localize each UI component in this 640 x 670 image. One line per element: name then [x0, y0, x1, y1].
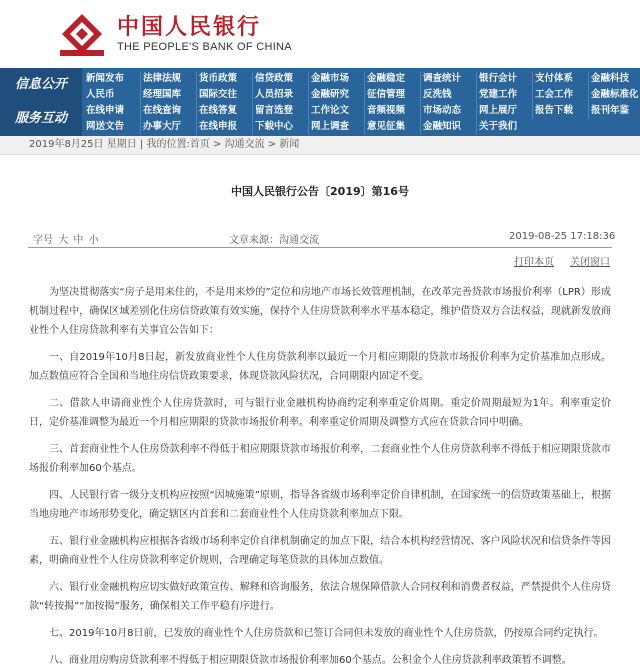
nav-item[interactable]: 网送文告: [86, 121, 125, 132]
article-body: [0, 283, 640, 670]
nav-item[interactable]: 支付体系: [532, 71, 588, 87]
article-paragraph: 二、借款人申请商业性个人住房贷款时，可与银行业金融机构协商约定利率重定价周期。重定价周期最短为1年。利率重定价日，定价基准调整为最近一个月相应期限的贷款市场报价利率。利率重定价周期及调整方式应在贷款合同中明确。: [29, 398, 611, 428]
nav-item[interactable]: 音频视频: [364, 103, 420, 119]
nav-item[interactable]: 金融市场: [308, 71, 364, 87]
nav-item[interactable]: 网上调查: [308, 119, 364, 135]
brand-title-en: THE PEOPLE'S BANK OF CHINA: [117, 41, 292, 53]
article-paragraph: 八、商业用房购房贷款利率不得低于相应期限贷款市场报价利率加60个基点。公积金个人住房贷款利率政策暂不调整。: [49, 655, 572, 666]
site-header: [0, 0, 640, 68]
page-title: 中国人民银行公告〔2019〕第16号: [231, 185, 409, 198]
nav-item[interactable]: 反洗钱: [420, 87, 476, 103]
article-paragraph: 六、银行业金融机构应切实做好政策宣传、解释和咨询服务，依法合规保障借款人合同权利和消费者权益，严禁提供个人住房贷款“转按揭”“加按揭”服务，确保相关工作平稳有序进行。: [29, 582, 611, 612]
nav-item[interactable]: 市场动态: [420, 103, 476, 119]
nav-section-service[interactable]: 服务互动: [14, 111, 67, 126]
nav-item[interactable]: 新闻发布: [86, 73, 125, 84]
nav-grid: [84, 71, 640, 135]
font-size-medium-link[interactable]: 中: [73, 235, 84, 246]
nav-item[interactable]: 银行会计: [476, 71, 532, 87]
article-source: 文章来源：沟通交流: [229, 235, 319, 246]
nav-item[interactable]: 关于我们: [476, 119, 532, 135]
font-size-small-link[interactable]: 小: [88, 235, 99, 246]
nav-item[interactable]: 金融科技: [588, 71, 640, 87]
print-page-link[interactable]: 打印本页: [514, 257, 554, 268]
nav-row: [84, 119, 640, 135]
nav-item[interactable]: 在线申请: [86, 105, 125, 116]
close-window-link[interactable]: 关闭窗口: [570, 257, 610, 268]
nav-item[interactable]: 调查统计: [420, 71, 476, 87]
nav-item[interactable]: 工会工作: [532, 87, 588, 103]
article-paragraph: 四、人民银行省一级分支机构应按照“因城施策”原则，指导各省级市场利率定价自律机制，在国家统一的信贷政策基础上，根据当地房地产市场形势变化，确定辖区内首套和二套商业性个人住房贷款利率加点下限。: [29, 490, 611, 520]
article-paragraph: 五、银行业金融机构应根据各省级市场利率定价自律机制确定的加点下限，结合本机构经营情况、客户风险状况和信贷条件等因素，明确商业性个人住房贷款利率定价规则，合理确定每笔贷款的具体加点数值。: [29, 536, 611, 566]
font-size-label: 字号: [33, 235, 53, 246]
nav-row: [84, 87, 640, 103]
brand[interactable]: [117, 14, 292, 53]
article-meta: [0, 229, 640, 247]
nav-item[interactable]: 党建工作: [476, 87, 532, 103]
nav-item[interactable]: 法律法规: [140, 71, 196, 87]
font-size-switcher: [31, 231, 99, 246]
nav-item[interactable]: 信贷政策: [252, 71, 308, 87]
nav-sections: [0, 68, 82, 136]
nav-item[interactable]: 留言选登: [252, 103, 308, 119]
article-paragraph: 三、首套商业性个人住房贷款利率不得低于相应期限贷款市场报价利率，二套商业性个人住房贷款利率不得低于相应期限贷款市场报价利率加60个基点。: [29, 444, 611, 474]
nav-item[interactable]: 报告下载: [532, 103, 588, 119]
breadcrumb[interactable]: 2019年8月25日 星期日 | 我的位置:首页 > 沟通交流 > 新闻: [0, 136, 640, 155]
nav-item[interactable]: 报刊年鉴: [588, 103, 640, 119]
nav-item[interactable]: 在线答复: [196, 103, 252, 119]
main-nav: [0, 68, 640, 136]
nav-item[interactable]: 下载中心: [252, 119, 308, 135]
nav-item[interactable]: 人民币: [86, 89, 115, 100]
article-paragraph: 一、自2019年10月8日起，新发放商业性个人住房贷款利率以最近一个月相应期限的贷款市场报价利率为定价基准加点形成。加点数值应符合全国和当地住房信贷政策要求，体现贷款风险状况，合同期限内固定不变。: [29, 352, 611, 382]
brand-title-cn: 中国人民银行: [117, 14, 262, 40]
article-paragraph: 为坚决贯彻落实“房子是用来住的，不是用来炒的”定位和房地产市场长效管理机制，在改革完善贷款市场报价利率（LPR）形成机制过程中，确保区域差别化住房信贷政策有效实施，保持个人住房贷款利率水平基本稳定，维护借贷双方合法权益，现就新发放商业性个人住房贷款利率有关事宜公告如下：: [29, 287, 611, 336]
nav-item[interactable]: 征信管理: [364, 87, 420, 103]
article-paragraph: 七、2019年10月8日前，已发放的商业性个人住房贷款和已签订合同但未发放的商业性个人住房贷款，仍按原合同约定执行。: [49, 628, 604, 639]
nav-item[interactable]: 在线申报: [196, 119, 252, 135]
nav-item[interactable]: 意见征集: [364, 119, 420, 135]
nav-item[interactable]: 经理国库: [140, 87, 196, 103]
nav-item[interactable]: 办事大厅: [140, 119, 196, 135]
pboc-logo-icon[interactable]: [58, 10, 106, 58]
nav-item[interactable]: 工作论文: [308, 103, 364, 119]
nav-item[interactable]: 国际交往: [196, 87, 252, 103]
article-tools: [0, 247, 640, 269]
nav-item[interactable]: 金融稳定: [364, 71, 420, 87]
font-size-large-link[interactable]: 大: [58, 235, 69, 246]
nav-item[interactable]: 金融研究: [308, 87, 364, 103]
nav-item[interactable]: 货币政策: [196, 71, 252, 87]
nav-item[interactable]: 金融知识: [420, 119, 476, 135]
nav-item[interactable]: 金融标准化: [588, 87, 640, 103]
nav-item[interactable]: 网上展厅: [476, 103, 532, 119]
article-datetime: 2019-08-25 17:18:36: [509, 231, 616, 242]
nav-row: [84, 71, 640, 87]
nav-item[interactable]: 人员招录: [252, 87, 308, 103]
nav-row: [84, 103, 640, 119]
nav-item[interactable]: 在线查询: [140, 103, 196, 119]
nav-section-info[interactable]: 信息公开: [14, 77, 67, 92]
